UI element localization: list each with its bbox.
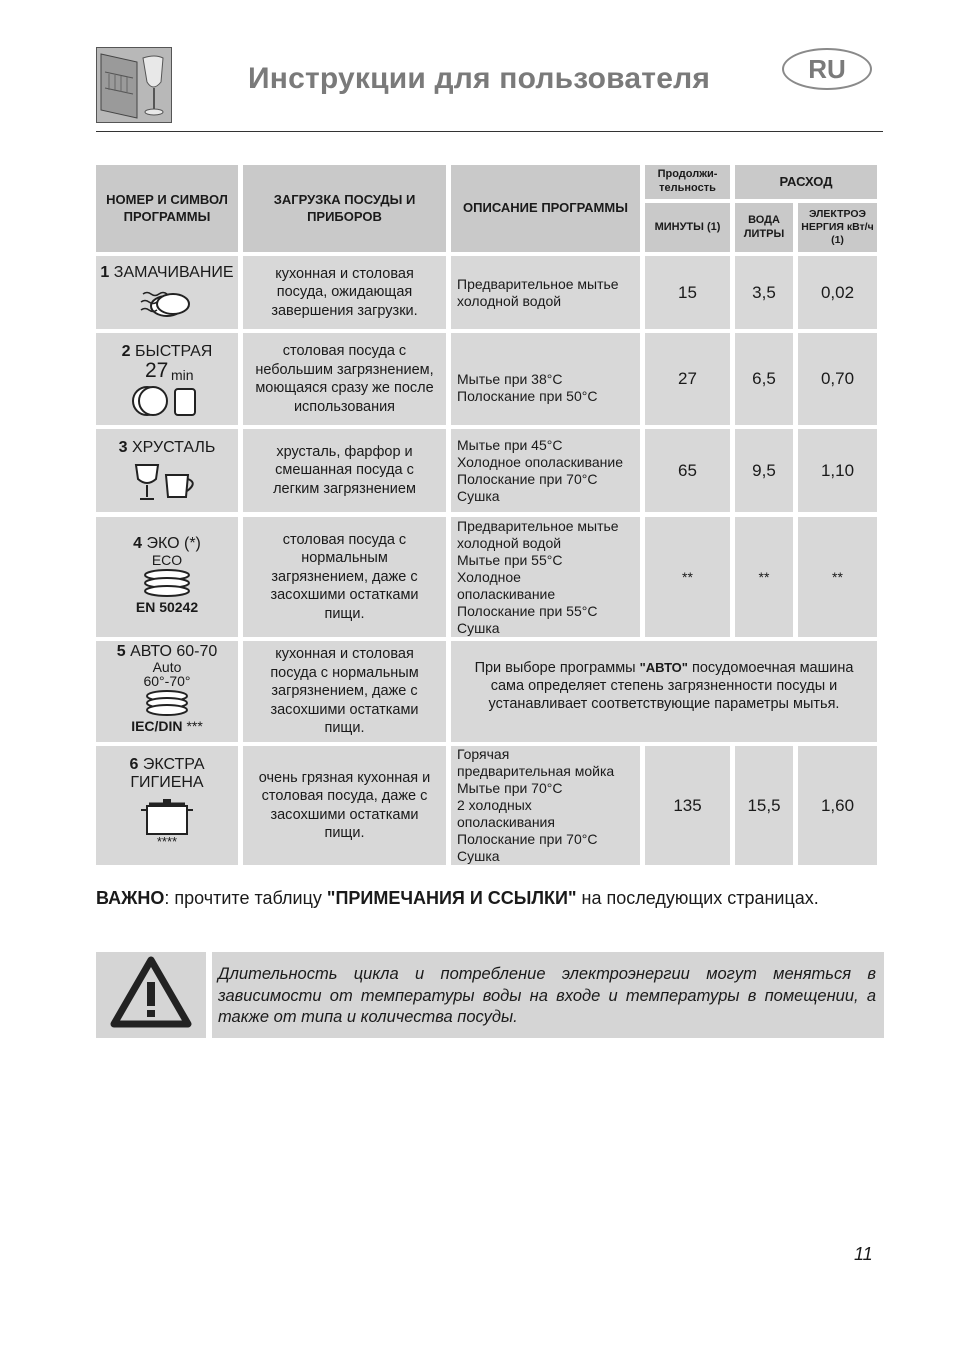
water-1: 3,5 <box>735 256 793 329</box>
program-1 <box>96 256 238 329</box>
minutes-6: 135 <box>645 746 730 865</box>
header-load: ЗАГРУЗКА ПОСУДЫ И ПРИБОРОВ <box>243 165 446 252</box>
water-3: 9,5 <box>735 429 793 512</box>
header-description: ОПИСАНИЕ ПРОГРАММЫ <box>451 165 640 252</box>
program-name: ЭКО (*) <box>146 535 201 552</box>
energy-3: 1,10 <box>798 429 877 512</box>
auto-plates-icon <box>139 688 195 718</box>
program-name: БЫСТРАЯ <box>135 343 213 360</box>
warning-box <box>96 952 206 1038</box>
standard-stars: *** <box>186 718 203 734</box>
program-number: 1 <box>100 264 110 281</box>
load-2: столовая посуда с небольшим загрязнением, моющаяся сразу же после использования <box>243 333 446 425</box>
program-name: ХРУСТАЛЬ <box>131 439 216 456</box>
soak-plates-icon <box>137 284 197 324</box>
load-4: столовая посуда с нормальным загрязнением, даже с засохшими остатками пищи. <box>243 517 446 637</box>
minutes-4: ** <box>645 517 730 637</box>
water-4: ** <box>735 517 793 637</box>
program-6 <box>96 746 238 865</box>
header-program: НОМЕР И СИМВОЛ ПРОГРАММЫ <box>96 165 238 252</box>
program-number: 6 <box>129 756 139 773</box>
warning-text: Длительность цикла и потребление электроэнергии могут меняться в зависимости от температуры воды на входе и температуры в помещении, а также от типа и количества посуды. <box>212 952 884 1038</box>
energy-4: ** <box>798 517 877 637</box>
program-5 <box>96 641 238 742</box>
important-note: ВАЖНО: прочтите таблицу "ПРИМЕЧАНИЯ И ССЫЛКИ" на последующих страницах. <box>96 888 819 908</box>
energy-6: 1,60 <box>798 746 877 865</box>
program-number: 3 <box>118 439 128 456</box>
program-name: АВТО 60-70 <box>130 643 218 660</box>
description-6: Горячая предварительная мойка Мытье при 70°C 2 холодных ополаскивания Полоскание при 70°C Сушка <box>451 746 640 865</box>
pot-icon <box>139 794 195 836</box>
description-4: Предварительное мытье холодной водой Мытье при 55°C Холодное ополаскивание Полоскание при 55°C Сушка <box>451 517 640 637</box>
program-number: 4 <box>133 535 143 552</box>
minutes-2: 27 <box>645 333 730 425</box>
energy-2: 0,70 <box>798 333 877 425</box>
program-number: 2 <box>121 343 131 360</box>
minutes-1: 15 <box>645 256 730 329</box>
program-name: ЗАМАЧИВАНИЕ <box>113 264 234 281</box>
page-number: 11 <box>854 1244 873 1264</box>
icon-eco-label: ECO <box>151 552 183 568</box>
page-title: Инструкции для пользователя <box>248 62 711 95</box>
header-water: ВОДА ЛИТРЫ <box>735 203 793 252</box>
header-consumption: РАСХОД <box>735 165 877 199</box>
auto-description: При выборе программы "АВТО" посудомоечная машина сама определяет степень загрязненности посуды и устанавливает соответствующие параметры мытья. <box>451 641 877 742</box>
description-3: Мытье при 45°C Холодное ополаскивание Полоскание при 70°C Сушка <box>451 429 640 512</box>
load-5: кухонная и столовая посуда с нормальным загрязнением, даже с засохшими остатками пищи. <box>243 641 446 742</box>
load-1: кухонная и столовая посуда, ожидающая завершения загрузки. <box>243 256 446 329</box>
language-badge: RU <box>782 48 872 90</box>
description-1: Предварительное мытье холодной водой <box>451 256 640 329</box>
water-6: 15,5 <box>735 746 793 865</box>
program-4 <box>96 517 238 637</box>
energy-1: 0,02 <box>798 256 877 329</box>
icon-temp-label: 60°-70° <box>143 673 191 689</box>
standard-label: EN 50242 <box>135 599 199 615</box>
icon-unit: min <box>171 367 194 383</box>
warning-triangle-icon <box>96 952 206 1038</box>
icon-auto-label: Auto <box>152 659 182 675</box>
program-3 <box>96 429 238 512</box>
glass-cup-icon <box>132 459 202 503</box>
quick-plates-cup-icon <box>127 361 207 417</box>
water-2: 6,5 <box>735 333 793 425</box>
minutes-3: 65 <box>645 429 730 512</box>
program-2 <box>96 333 238 425</box>
icon-minutes: 27 <box>145 359 169 382</box>
program-number: 5 <box>116 643 126 660</box>
load-6: очень грязная кухонная и столовая посуда, даже с засохшими остатками пищи. <box>243 746 446 865</box>
header-duration: Продолжи-тельность <box>645 165 730 199</box>
dishwasher-logo <box>96 47 172 123</box>
header-minutes: МИНУТЫ (1) <box>645 203 730 252</box>
eco-plates-icon <box>137 567 197 599</box>
program-name: ЭКСТРА ГИГИЕНА <box>130 756 205 791</box>
program-stars: **** <box>156 834 178 849</box>
description-2: Мытье при 38°C Полоскание при 50°C <box>451 333 640 425</box>
load-3: хрусталь, фарфор и смешанная посуда с легким загрязнением <box>243 429 446 512</box>
header-divider <box>96 131 883 132</box>
standard-label: IEC/DIN <box>131 718 183 734</box>
header-energy: ЭЛЕКТРОЭ НЕРГИЯ кВт/ч (1) <box>798 203 877 252</box>
